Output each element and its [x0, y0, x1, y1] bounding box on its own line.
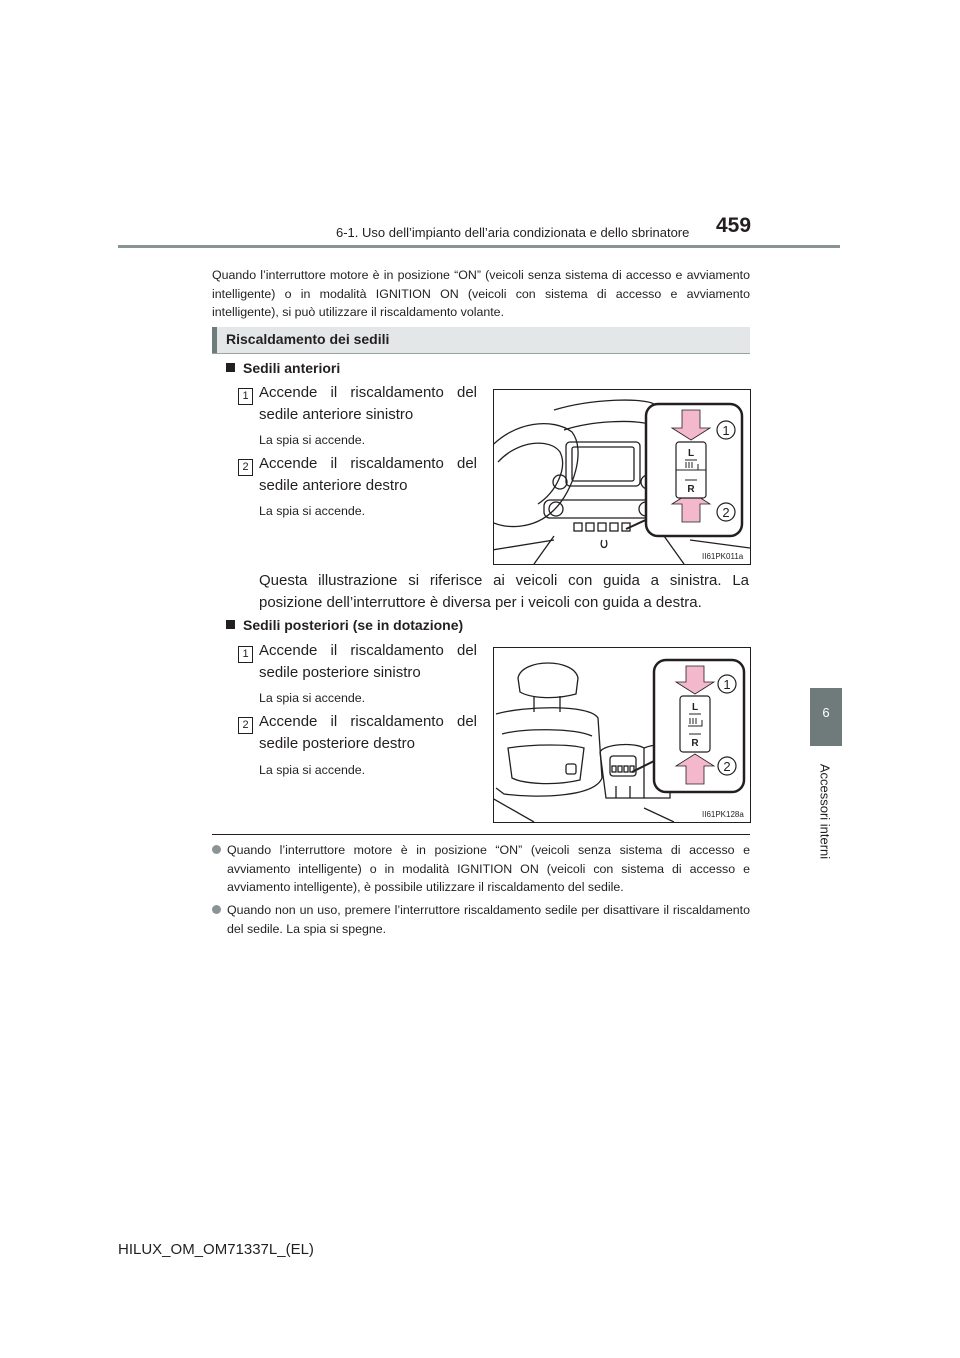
- chapter-tab-label: Accessori interni: [817, 763, 833, 860]
- section-heading: [212, 327, 750, 354]
- front-seat-heater-illustration: [493, 389, 751, 565]
- bullet-dot-icon: [212, 905, 221, 914]
- image-code: II61PK011a: [702, 552, 744, 561]
- note-bullet-1-text: Quando l’interruttore motore è in posizione “ON” (veicoli senza sistema di accesso e avviamento intelligente) o in modalità IGNITION ON (veicoli con sistema di accesso e avviamento intelligente), è possibile utilizzare il riscaldamento del sedile.: [227, 843, 750, 894]
- callout-1: 1: [723, 677, 731, 692]
- switch-right-label: R: [687, 484, 695, 495]
- square-bullet-icon: [226, 363, 235, 372]
- step-number-badge: 1: [238, 388, 253, 405]
- step-rear-left-note: La spia si accende.: [259, 691, 366, 705]
- note-bullet-1: [212, 841, 750, 897]
- section-heading-bar: [212, 327, 217, 353]
- switch-left-label: L: [691, 702, 699, 713]
- step-rear-right-note: La spia si accende.: [259, 763, 366, 777]
- step-front-right: Accende il riscaldamento del sedile anteriore destro: [259, 455, 477, 494]
- subheading-front-seats: [226, 360, 340, 376]
- switch-right-label: R: [691, 738, 699, 749]
- header-rule: [118, 245, 840, 248]
- step-front-left: Accende il riscaldamento del sedile anteriore sinistro: [259, 384, 477, 423]
- bullet-dot-icon: [212, 845, 221, 854]
- callout-2: 2: [723, 759, 731, 774]
- callout-2: 2: [722, 505, 730, 520]
- subheading-front-text: Sedili anteriori: [243, 360, 341, 376]
- step-front-right-note: La spia si accende.: [259, 504, 366, 518]
- switch-left-label: L: [687, 448, 695, 459]
- running-header-section: 6-1. Uso dell’impianto dell’aria condizionata e dello sbrinatore: [336, 225, 690, 240]
- chapter-tab-number: 6: [822, 705, 830, 720]
- step-rear-right: Accende il riscaldamento del sedile posteriore destro: [259, 713, 477, 752]
- step-rear-left: Accende il riscaldamento del sedile posteriore sinistro: [259, 642, 477, 681]
- subheading-rear-seats: [226, 617, 463, 633]
- intro-paragraph: Quando l’interruttore motore è in posizione “ON” (veicoli senza sistema di accesso e avviamento intelligente) o in modalità IGNITION ON (veicoli con sistema di accesso e avviamento intelligente), si può utilizzare il riscaldamento volante.: [212, 268, 750, 319]
- notes-divider: [212, 834, 750, 835]
- callout-1: 1: [722, 423, 730, 438]
- rear-seat-heater-illustration: [493, 647, 751, 823]
- image-code: II61PK128a: [702, 810, 744, 819]
- page-number: 459: [716, 214, 752, 237]
- document-footer-code: HILUX_OM_OM71337L_(EL): [118, 1241, 314, 1258]
- subheading-rear-text: Sedili posteriori (se in dotazione): [243, 617, 464, 633]
- step-front-left-note: La spia si accende.: [259, 433, 366, 447]
- step-number-badge: 2: [238, 459, 253, 476]
- note-bullet-2: [212, 901, 750, 938]
- step-number-badge: 1: [238, 646, 253, 663]
- illustration-note: Questa illustrazione si riferisce ai veicoli con guida a sinistra. La posizione dell’interruttore è diversa per i veicoli con guida a destra.: [259, 572, 749, 611]
- section-heading-text: Riscaldamento dei sedili: [226, 331, 390, 347]
- step-number-badge: 2: [238, 717, 253, 734]
- square-bullet-icon: [226, 620, 235, 629]
- note-bullet-2-text: Quando non un uso, premere l’interruttore riscaldamento sedile per disattivare il riscaldamento del sedile. La spia si spegne.: [227, 903, 750, 936]
